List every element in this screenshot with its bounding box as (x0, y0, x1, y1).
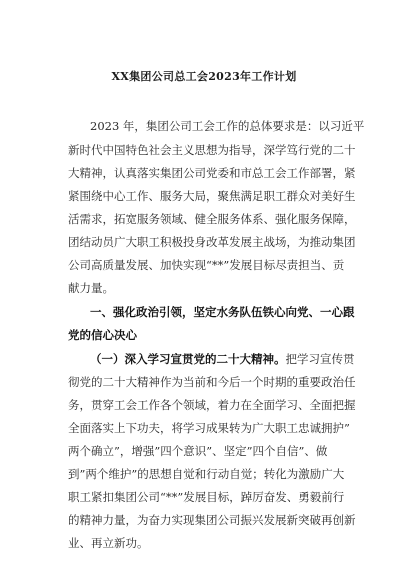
subsection-line: 彻党的二十大精神作为当前和今后一个时期的重要政治任 (68, 375, 356, 389)
subsection-line: 业、再立新功。 (68, 536, 149, 550)
subsection-line: 到”两个维护”的思想自觉和行动自觉；转化为激励广大 (68, 467, 345, 481)
document-title: XX集团公司总工会2023年工作计划 (111, 70, 297, 83)
section-heading: 一、强化政治引领，坚定水务队伍铁心向党、一心跟 (90, 305, 355, 319)
subsection-line: 全面落实上下功夫，将学习成果转为广大职工忠诚拥护” (68, 421, 350, 435)
subsection-line: 职工紧扣集团公司“**”发展目标，踔厉奋发、勇毅前行 (68, 490, 345, 504)
intro-line: 公司高质量发展、加快实现“**”发展目标尽责担当、贡 (68, 258, 345, 272)
subsection-line: 务，贯穿工会工作各个领域，着力在全面学习、全面把握 (68, 398, 356, 412)
intro-line: 活需求，拓宽服务领域、健全服务体系、强化服务保障， (68, 212, 356, 226)
intro-line: 紧围绕中心工作、服务大局，聚焦满足职工群众对美好生 (68, 189, 356, 203)
intro-line: 大精神，认真落实集团公司党委和市总工会工作部署，紧 (68, 166, 356, 180)
section-heading: 党的信心决心 (68, 328, 137, 342)
subsection-first-line (90, 352, 355, 366)
subsection-heading: （一）深入学习宣贯党的二十大精神。 (90, 352, 286, 366)
intro-line: 团结动员广大职工积极投身改革发展主战场，为推动集团 (68, 235, 356, 249)
subsection-line: 两个确立”，增强”四个意识”、坚定”四个自信”、做 (68, 444, 328, 458)
intro-line: 新时代中国特色社会主义思想为指导，深学笃行党的二十 (68, 143, 356, 157)
intro-line: 献力量。 (68, 281, 114, 295)
intro-line: 2023 年，集团公司工会工作的总体要求是：以习近平 (90, 119, 365, 133)
subsection-line: 的精神力量，为奋力实现集团公司振兴发展新突破再创新 (68, 513, 356, 527)
subsection-text: 把学习宣传贯 (285, 352, 355, 366)
